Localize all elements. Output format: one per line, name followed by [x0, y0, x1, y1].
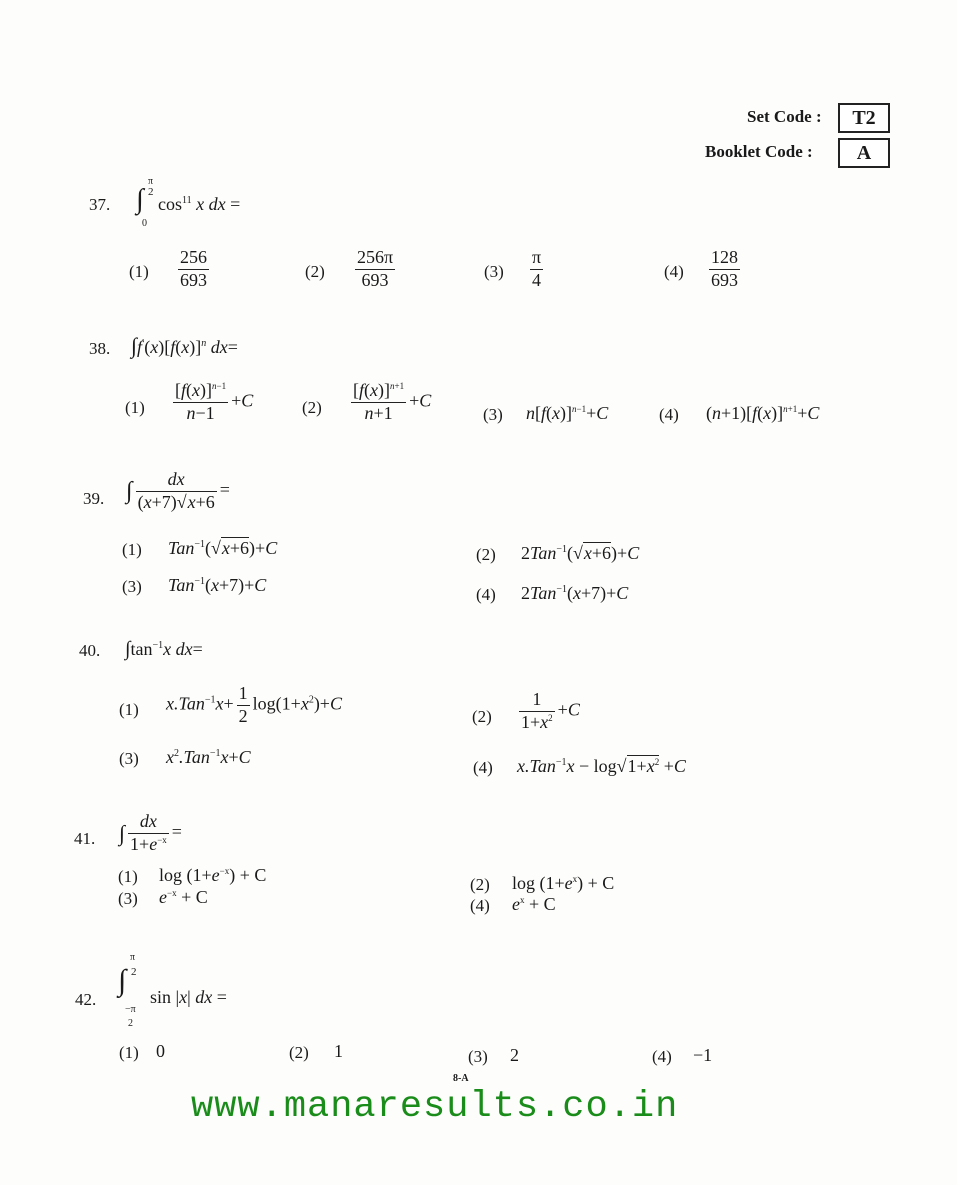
option-num: (1) [119, 1043, 139, 1062]
option-3-expr: $\frac{\pi}{4}$ [532, 247, 542, 290]
option-4-expr: $(n+1)[f(x)]^{n+1}+C$ [706, 403, 820, 423]
option-num: (2) [302, 398, 322, 417]
option-num: (2) [476, 545, 496, 564]
option-2-expr: 1 [334, 1041, 343, 1061]
option-num: (3) [118, 889, 138, 908]
option-1-expr: x.Tan$^{-1}$x+ $\frac{1}{2}$ $\log(1+x^2)+C$ [166, 683, 342, 726]
option-num: (4) [659, 405, 679, 424]
option-4-expr: 2Tan$^{-1}$(x+7)+C [521, 583, 629, 603]
booklet-code-box [838, 138, 890, 168]
option-num: (3) [122, 577, 142, 596]
option-num: (2) [289, 1043, 309, 1062]
option-num: (4) [473, 758, 493, 777]
option-1-expr: $\frac{256}{693}$ [180, 247, 207, 290]
set-code-label: Set Code : [747, 107, 822, 126]
option-num: (4) [664, 262, 684, 281]
option-2-expr: 2Tan$^{-1}$(√x+6)+C [521, 543, 640, 563]
option-3-expr: $x^2.Tan^{-1}x+C$ [166, 747, 251, 767]
option-num: (3) [483, 405, 503, 424]
option-num: (1) [118, 867, 138, 886]
option-num: (4) [652, 1047, 672, 1066]
question-stem: $\int\tan^{-1}x$ dx= [125, 638, 203, 660]
option-num: (1) [122, 540, 142, 559]
option-4-expr: −1 [693, 1045, 713, 1065]
question-stem: ∫ $\frac{dx}{(x+7)√x+6}$ = [126, 469, 230, 512]
question-number: 37. [89, 195, 111, 214]
option-3-expr: $e^{-x} + C$ [159, 887, 208, 907]
booklet-code-label: Booklet Code : [705, 142, 813, 161]
question-number: 42. [75, 990, 97, 1009]
option-1-expr: Tan$^{-1}$(√x+6)+C [168, 538, 278, 558]
option-2-expr: $\log (1+e^x) + C$ [512, 873, 615, 893]
question-number: 41. [74, 829, 96, 848]
booklet-code-value: A [856, 142, 872, 164]
option-2-expr: $\frac{256\pi}{693}$ [357, 247, 394, 290]
option-num: (1) [119, 700, 139, 719]
option-num: (1) [125, 398, 145, 417]
option-3-expr: Tan$^{-1}$(x+7)+C [168, 575, 267, 595]
set-code-value: T2 [852, 107, 876, 129]
watermark-url[interactable]: www.manaresults.co.in [191, 1086, 679, 1128]
option-2-expr: $\frac{1}{1+x^2}$ +C [521, 689, 580, 732]
exam-page: Set Code : T2 Booklet Code : A 37. π ∫ 2 0 $\cos^{11} x$ dx = (1) $\frac{256}{693}$ (2) $\frac{256\pi}{693}$ (3) $\frac{\pi}{4}$ (4) $\frac{128}{693}$ 38. $\int f'(x)[f(x)]^n$ dx= (1) $\frac{[f(x)]^{n-1}}{n-1}$ +C (2) $\frac{[f(x)]^{n+1}}{n+1}$ +C (3) $n[f(x)]^{n-1}+C$ (4) $(n+1)[f(x)]^{n+1}+C$ 39. ∫ $\frac{dx}{(x+7)√x+6}$ = (1) Tan$^{-1}$(√x+6)+C (2) 2Tan$^{-1}$(√x+6)+C (3) Tan$^{-1}$(x+7)+C (4) 2Tan$^{-1}$(x+7)+C 40. $\int\tan^{-1}x$ dx= (1) x.Tan$^{-1}$x+ $\frac{1}{2}$ $\log(1+x^2)+C$ (2) $\frac{1}{1+x^2}$ +C (3) $x^2.Tan^{-1}x+C$ (4) $x.Tan^{-1}x - \log√1+x^2 +C$ 41. ∫ $\frac{dx}{1+e^{-x}}$ = (1) $\log (1+e^{-x}) + C$ (2) $\log (1+e^x) + C$ (3) $e^{-x} + C$ (4) $e^x + C$ 42. π 2 ∫ −π 2 sin |x| dx = (1) 0 (2) 1 (3) 2 (4) −1 8-A www.manaresults.co.in [0, 0, 957, 1185]
option-1-expr: $\frac{[f(x)]^{n-1}}{n-1}$ +C [175, 380, 254, 423]
option-4-expr: $e^x + C$ [512, 894, 556, 914]
question-stem: $\int f'(x)[f(x)]^n$ dx= [131, 333, 238, 358]
option-num: (3) [119, 749, 139, 768]
option-1-expr: 0 [156, 1041, 165, 1061]
option-num: (3) [468, 1047, 488, 1066]
question-number: 38. [89, 339, 111, 358]
question-number: 40. [79, 641, 101, 660]
question-stem: ∫ $\frac{dx}{1+e^{-x}}$ = [119, 811, 182, 854]
option-num: (4) [476, 585, 496, 604]
option-4-expr: $\frac{128}{693}$ [711, 247, 738, 290]
question-number: 39. [83, 489, 105, 508]
option-num: (4) [470, 896, 490, 915]
option-2-expr: $\frac{[f(x)]^{n+1}}{n+1}$ +C [353, 380, 432, 423]
page-number: 8-A [453, 1073, 469, 1084]
option-3-expr: $n[f(x)]^{n-1}+C$ [526, 403, 609, 423]
option-num: (1) [129, 262, 149, 281]
option-num: (2) [472, 707, 492, 726]
option-3-expr: 2 [510, 1045, 519, 1065]
option-4-expr: $x.Tan^{-1}x - \log√1+x^2 +C$ [517, 756, 686, 776]
option-1-expr: $\log (1+e^{-x}) + C$ [159, 865, 267, 885]
option-num: (3) [484, 262, 504, 281]
option-num: (2) [305, 262, 325, 281]
option-num: (2) [470, 875, 490, 894]
set-code-box [838, 103, 890, 133]
